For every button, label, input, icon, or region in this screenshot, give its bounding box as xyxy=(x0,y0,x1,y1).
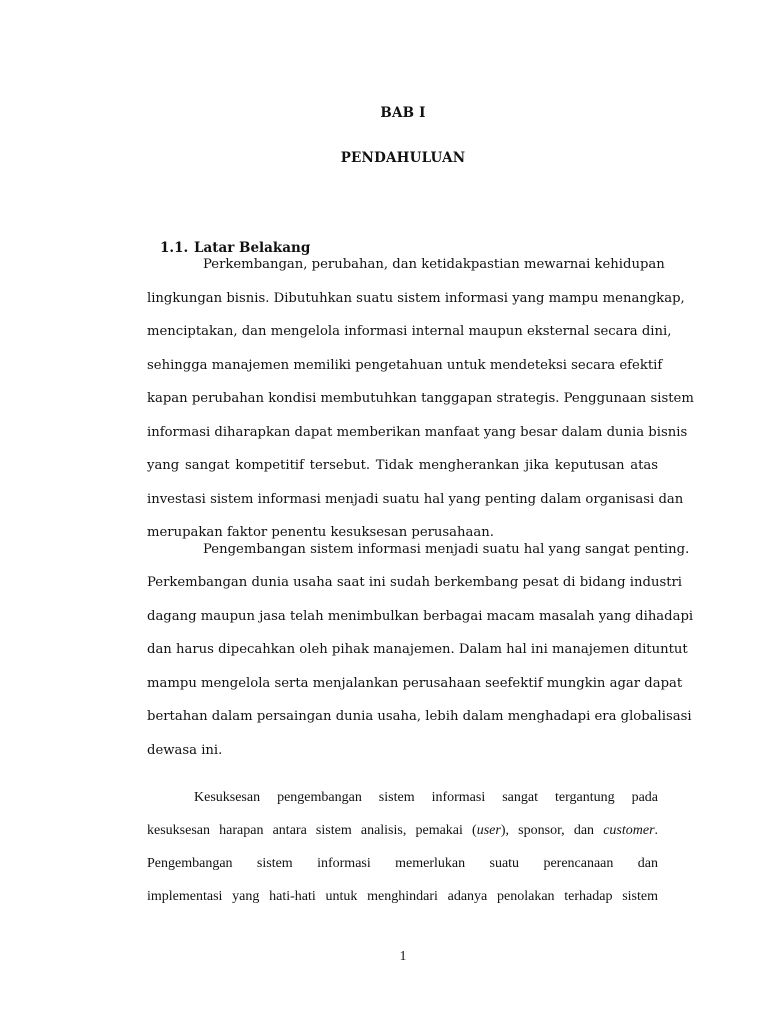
paragraph-1-line: investasi sistem informasi menjadi suatu hal yang penting dalam organisasi dan xyxy=(147,492,684,507)
paragraph-1-line: yang sangat kompetitif tersebut. Tidak mengherankan jika keputusan atas xyxy=(147,458,658,473)
section-heading xyxy=(160,240,310,256)
paragraph-2-line: dagang maupun jasa telah menimbulkan berbagai macam masalah yang dihadapi xyxy=(147,609,694,624)
paragraph-2-line: dan harus dipecahkan oleh pihak manajemen. Dalam hal ini manajemen dituntut xyxy=(147,642,688,657)
paragraph-3-text: kesuksesan harapan antara sistem analisis, pemakai ( xyxy=(147,823,477,838)
paragraph-1-line: Perkembangan, perubahan, dan ketidakpastian mewarnai kehidupan xyxy=(203,257,665,272)
page-number: 1 xyxy=(399,948,407,963)
chapter-title: PENDAHULUAN xyxy=(340,150,466,166)
paragraph-1-line: kapan perubahan kondisi membutuhkan tanggapan strategis. Penggunaan sistem xyxy=(147,391,694,406)
paragraph-3-text: ), sponsor, dan xyxy=(500,823,604,838)
paragraph-2-line: dewasa ini. xyxy=(147,743,223,758)
chapter-label: BAB I xyxy=(380,105,426,121)
paragraph-3-text: . xyxy=(654,823,659,838)
italic-term-customer: customer xyxy=(603,823,655,838)
section-number: 1.1. xyxy=(160,240,189,256)
paragraph-2-line: bertahan dalam persaingan dunia usaha, lebih dalam menghadapi era globalisasi xyxy=(147,709,692,724)
paragraph-1-line: menciptakan, dan mengelola informasi internal maupun eksternal secara dini, xyxy=(147,324,672,339)
paragraph-3-line: Kesuksesan pengembangan sistem informasi sangat tergantung pada xyxy=(194,790,658,805)
paragraph-1-line: merupakan faktor penentu kesuksesan perusahaan. xyxy=(147,525,494,540)
paragraph-3-line: Pengembangan sistem informasi memerlukan suatu perencanaan dan xyxy=(147,856,658,871)
section-title: Latar Belakang xyxy=(194,240,311,256)
paragraph-1-line: sehingga manajemen memiliki pengetahuan untuk mendeteksi secara efektif xyxy=(147,358,663,373)
paragraph-2-line: Pengembangan sistem informasi menjadi suatu hal yang sangat penting. xyxy=(203,542,690,557)
paragraph-3-line xyxy=(147,823,658,839)
paragraph-1-line: informasi diharapkan dapat memberikan manfaat yang besar dalam dunia bisnis xyxy=(147,425,688,440)
paragraph-2-line: Perkembangan dunia usaha saat ini sudah berkembang pesat di bidang industri xyxy=(147,575,683,590)
paragraph-2-line: mampu mengelola serta menjalankan perusahaan seefektif mungkin agar dapat xyxy=(147,676,683,691)
paragraph-1-line: lingkungan bisnis. Dibutuhkan suatu sistem informasi yang mampu menangkap, xyxy=(147,291,685,306)
paragraph-3-line: implementasi yang hati-hati untuk menghindari adanya penolakan terhadap sistem xyxy=(147,889,658,904)
italic-term-user: user xyxy=(476,823,501,838)
